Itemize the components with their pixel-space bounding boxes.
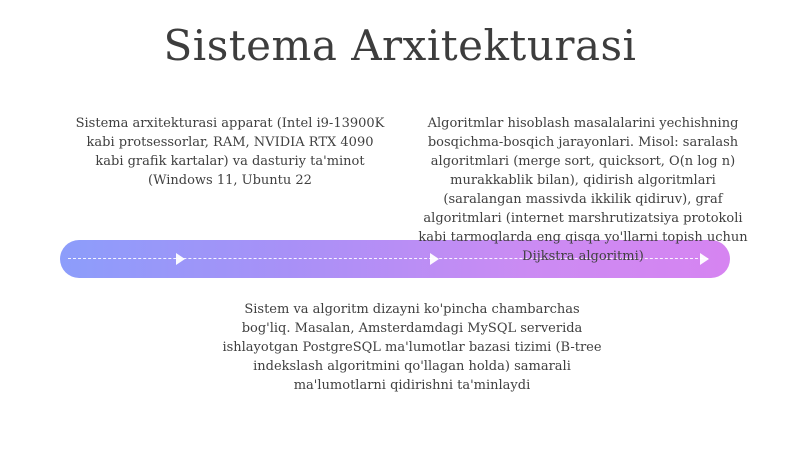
slide-title: Sistema Arxitekturasi: [163, 21, 637, 70]
arrow-right-icon: [176, 253, 185, 265]
system-algorithm-design-text: Sistem va algoritm dizayni ko'pincha chambarchas bog'liq. Masalan, Amsterdamdagi MySQL serverida ishlayotgan PostgreSQL ma'lumotlar bazasi tizimi (B-tree indekslash algoritmini qo'llagan holda) samarali ma'lumotlarni qidirishni ta'minlaydi: [222, 302, 602, 393]
system-architecture-text: Sistema arxitekturasi apparat (Intel i9-13900K kabi protsessorlar, RAM, NVIDIA RTX 4090 kabi grafik kartalar) va dasturiy ta'minot (Windows 11, Ubuntu 22: [75, 116, 385, 188]
algorithms-text: Algoritmlar hisoblash masalalarini yechishning bosqichma-bosqich jarayonlari. Misol: saralash algoritmlari (merge sort, quicksort, O(n log n) murakkablik bilan), qidirish algoritmlari (saralangan massivda ikkilik qidiruv), graf algoritmlari (internet marshrutizatsiya protokoli kabi tarmoqlarda eng qisqa yo'llarni topish uchun Dijkstra algoritmi): [418, 116, 748, 264]
